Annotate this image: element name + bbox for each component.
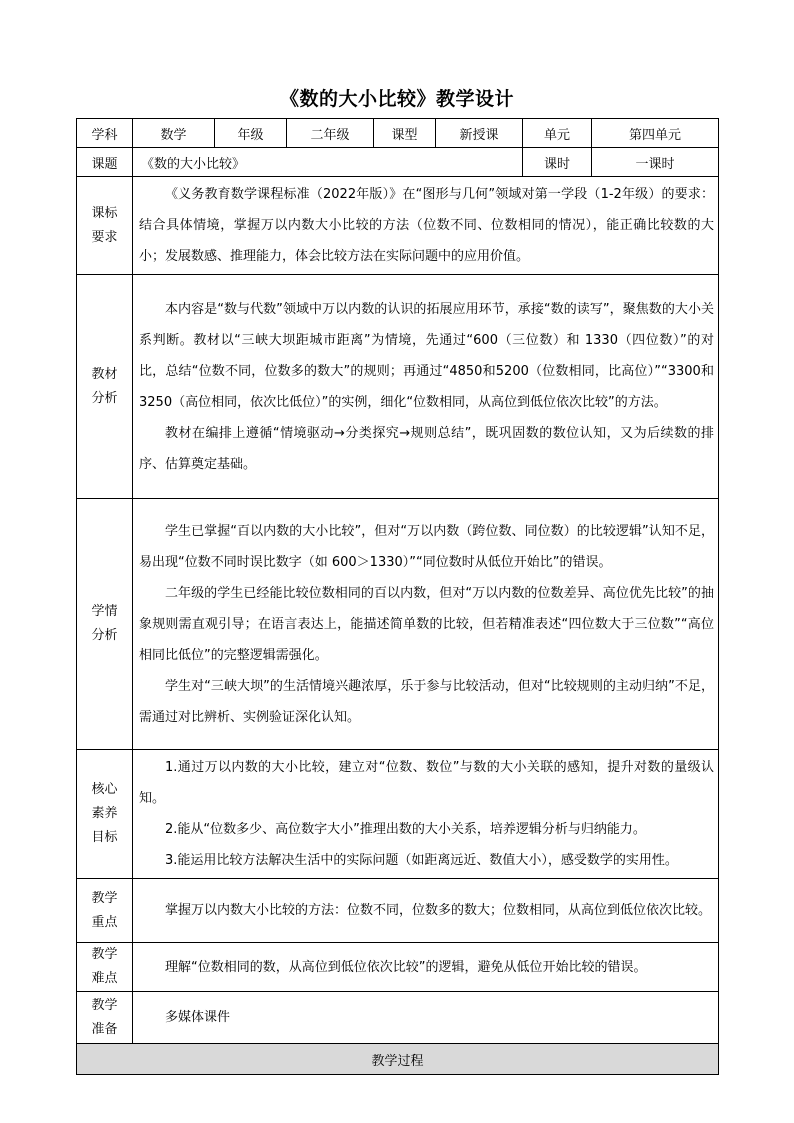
process-row <box>77 1044 719 1075</box>
grade-label: 年级 <box>215 119 287 148</box>
key-point-paragraph: 掌握万以内数大小比较的方法：位数不同，位数多的数大；位数相同，从高位到低位依次比较。 <box>165 903 712 918</box>
unit-value: 第四单元 <box>592 119 719 148</box>
topic-row <box>77 148 719 177</box>
textbook-content <box>133 275 719 499</box>
students-paragraph: 二年级的学生已经能比较位数相同的百以内数，但对“万以内数的位数差异、高位优先比较”的抽象规则需直观引导；在语言表达上，能描述简单数的比较，但若精准表述“四位数大于三位数”“高位相同比低位”的完整逻辑需强化。 <box>139 585 714 663</box>
prep-row <box>77 992 719 1044</box>
subject-value: 数学 <box>133 119 215 148</box>
students-paragraph: 学生对“三峡大坝”的生活情境兴趣浓厚，乐于参与比较活动，但对“比较规则的主动归纳”不足，需通过对比辨析、实例验证深化认知。 <box>139 678 714 725</box>
goals-content <box>133 750 719 879</box>
page-title: 《数的大小比较》教学设计 <box>279 88 514 110</box>
students-label: 学情 分析 <box>77 499 133 750</box>
goals-label: 核心 素养 目标 <box>77 750 133 879</box>
process-header: 教学过程 <box>77 1044 719 1075</box>
standard-paragraph: 《义务教育数学课程标准（2022年版）》在“图形与几何”领域对第一学段（1-2年级）的要求：结合具体情境，掌握万以内数大小比较的方法（位数不同、位数相同的情况），能正确比较数的大小；发展数感、推理能力，体会比较方法在实际问题中的应用价值。 <box>139 187 714 264</box>
textbook-row <box>77 275 719 499</box>
standard-row <box>77 177 719 275</box>
students-row <box>77 499 719 750</box>
students-content <box>133 499 719 750</box>
grade-value: 二年级 <box>287 119 374 148</box>
unit-label: 单元 <box>523 119 592 148</box>
prep-content <box>133 992 719 1044</box>
standard-content <box>133 177 719 275</box>
prep-value: 多媒体课件 <box>165 1010 231 1025</box>
key-point-content <box>133 879 719 943</box>
period-label: 课时 <box>523 148 592 177</box>
type-label: 课型 <box>374 119 436 148</box>
textbook-paragraph: 教材在编排上遵循“情境驱动→分类探究→规则总结”，既巩固数的数位认知，又为后续数的排序、估算奠定基础。 <box>139 425 714 472</box>
textbook-label: 教材 分析 <box>77 275 133 499</box>
goal-item: 1.通过万以内数的大小比较，建立对“位数、数位”与数的大小关联的感知，提升对数的量级认知。 <box>139 760 714 806</box>
key-point-label: 教学 重点 <box>77 879 133 943</box>
difficulty-label: 教学 难点 <box>77 943 133 992</box>
goal-item: 3.能运用比较方法解决生活中的实际问题（如距离远近、数值大小），感受数学的实用性。 <box>165 853 678 868</box>
difficulty-content <box>133 943 719 992</box>
difficulty-paragraph: 理解“位数相同的数，从高位到低位依次比较”的逻辑，避免从低位开始比较的错误。 <box>165 959 647 975</box>
difficulty-row <box>77 943 719 992</box>
subject-label: 学科 <box>77 119 133 148</box>
topic-value: 《数的大小比较》 <box>133 148 523 177</box>
topic-label: 课题 <box>77 148 133 177</box>
period-value: 一课时 <box>592 148 719 177</box>
students-paragraph: 学生已掌握“百以内数的大小比较”，但对“万以内数（跨位数、同位数）的比较逻辑”认知不足，易出现“位数不同时误比数字（如 600＞1330）”“同位数时从低位开始比”的错误。 <box>139 523 714 570</box>
type-value: 新授课 <box>436 119 523 148</box>
goal-item: 2.能从“位数多少、高位数字大小”推理出数的大小关系，培养逻辑分析与归纳能力。 <box>165 822 646 837</box>
standard-label: 课标 要求 <box>77 177 133 275</box>
header-row <box>77 119 719 148</box>
prep-label: 教学 准备 <box>77 992 133 1044</box>
key-point-row <box>77 879 719 943</box>
lesson-plan-table <box>76 118 719 1075</box>
goals-row <box>77 750 719 879</box>
textbook-paragraph: 本内容是“数与代数”领域中万以内数的认识的拓展应用环节，承接“数的读写”，聚焦数的大小关系判断。教材以“三峡大坝距城市距离”为情境，先通过“600（三位数）和 1330（四位数）”的对比，总结“位数不同，位数多的数大”的规则；再通过“4850和5200（位数相同，比高位）”“3300和3250（高位相同，依次比低位）”的实例，细化“位数相同，从高位到低位依次比较”的方法。 <box>139 301 714 410</box>
